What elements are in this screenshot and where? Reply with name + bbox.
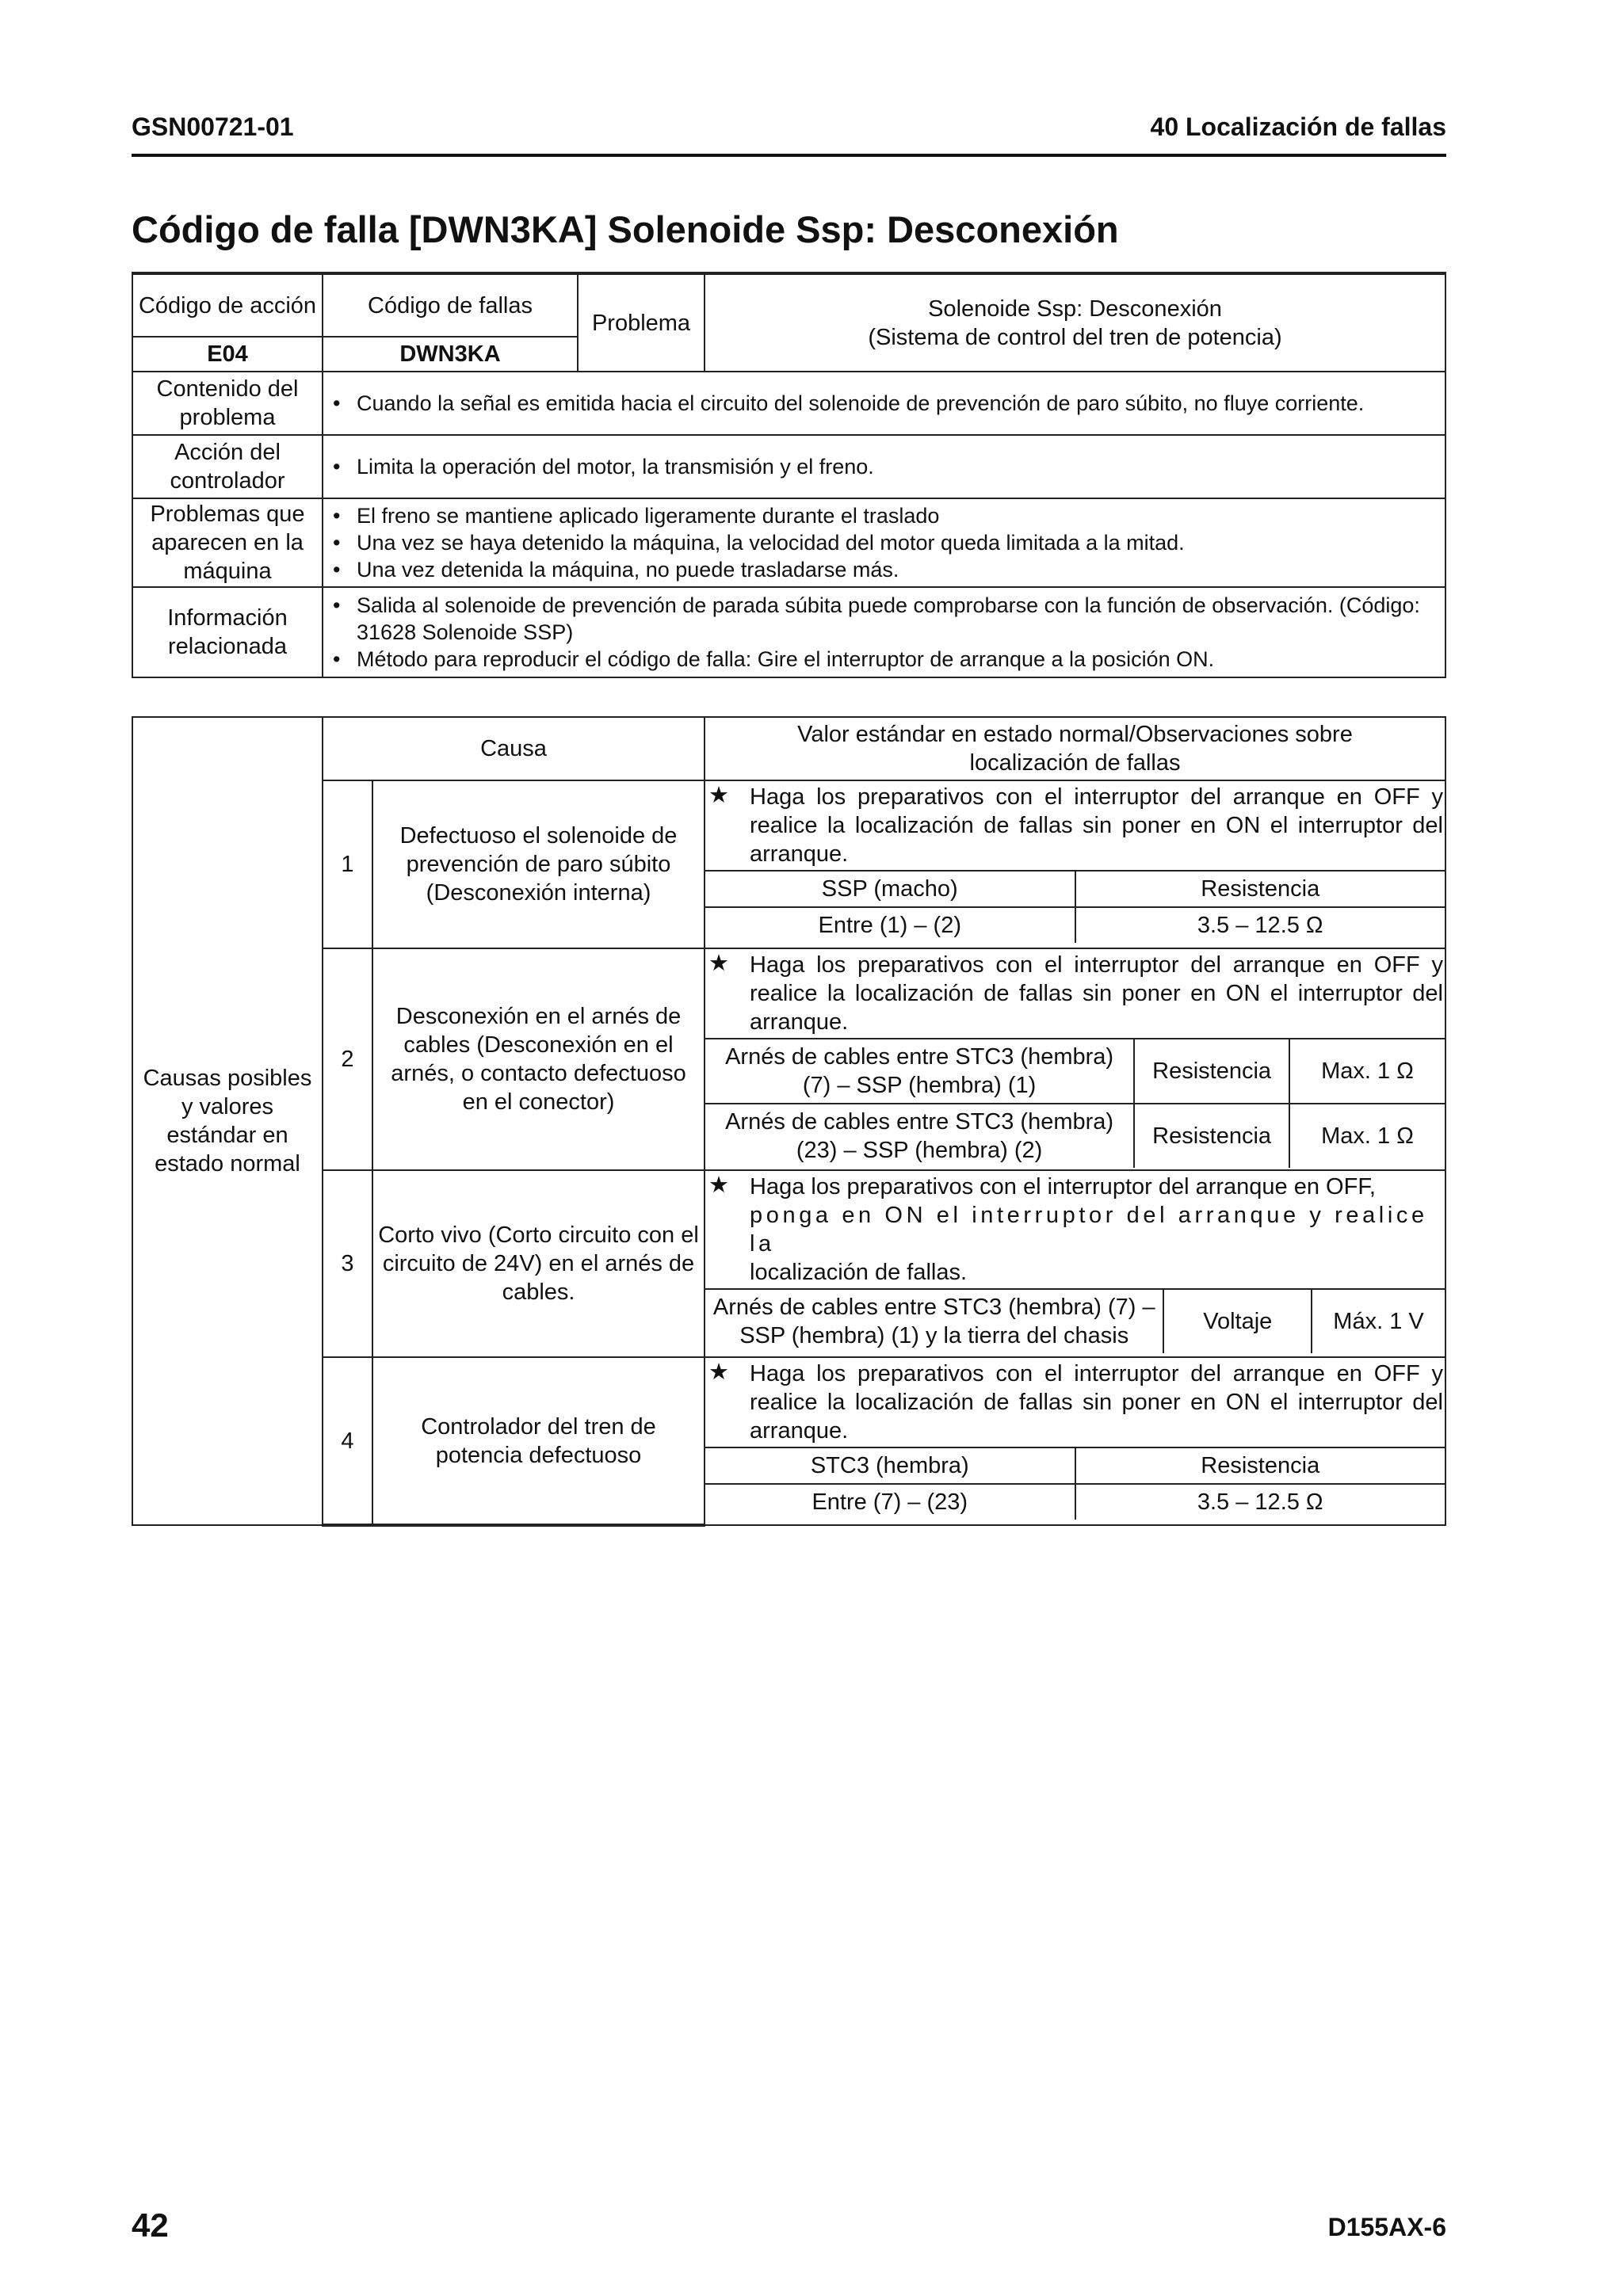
cause-number: 1 — [323, 780, 372, 948]
problem-text-2: (Sistema de control del tren de potencia) — [868, 324, 1282, 350]
bullet-item: • Una vez se haya detenido la máquina, la velocidad del motor queda limitada a la mitad. — [328, 529, 1440, 556]
header-rule — [132, 154, 1446, 157]
check-note-text: Haga los preparativos con el interruptor del arranque en OFF y realice la localización de fallas sin poner en ON el interruptor del arranque. — [750, 784, 1443, 867]
sub-cell: Max. 1 Ω — [1289, 1104, 1445, 1168]
sub-cell: 3.5 – 12.5 Ω — [1075, 907, 1445, 943]
cause-number: 2 — [323, 948, 372, 1170]
row-label: Información relacionada — [132, 587, 323, 677]
cause-header: Causa — [323, 717, 705, 780]
row-label: Acción del controlador — [132, 435, 323, 498]
fault-code-label: Código de fallas — [323, 273, 578, 337]
sub-header: Resistencia — [1075, 1447, 1445, 1484]
fault-code-value: DWN3KA — [323, 337, 578, 372]
problem-description — [705, 273, 1445, 372]
row-label: Contenido del problema — [132, 372, 323, 435]
bullet-item: • El freno se mantiene aplicado ligeramente durante el traslado — [328, 502, 1440, 529]
row-content — [323, 372, 1445, 435]
cause-check — [705, 948, 1445, 1170]
section-title: 40 Localización de fallas — [1150, 113, 1446, 141]
action-code-value: E04 — [132, 337, 323, 372]
row-content — [323, 587, 1445, 677]
sub-cell: Entre (1) – (2) — [705, 907, 1075, 943]
cause-number: 3 — [323, 1170, 372, 1357]
check-note-line: ponga en ON el interruptor del arranque y realice la — [750, 1203, 1428, 1257]
cause-check — [705, 1357, 1445, 1525]
sub-cell: 3.5 – 12.5 Ω — [1075, 1484, 1445, 1520]
star-icon: ★ — [708, 1360, 730, 1385]
fault-info-table — [132, 272, 1446, 678]
check-subtable — [705, 1038, 1445, 1168]
check-subtable — [705, 1447, 1445, 1520]
check-note — [705, 781, 1445, 870]
sub-header: SSP (macho) — [705, 871, 1075, 907]
check-note-text: Haga los preparativos con el interruptor del arranque en OFF y realice la localización de fallas sin poner en ON el interruptor del arranque. — [750, 952, 1443, 1035]
check-note-line: Haga los preparativos con el interruptor del arranque en OFF, — [750, 1174, 1376, 1199]
bullet-item: • Una vez detenida la máquina, no puede trasladarse más. — [328, 556, 1440, 583]
sub-cell: Arnés de cables entre STC3 (hembra) (23) – SSP (hembra) (2) — [705, 1104, 1134, 1168]
check-subtable — [705, 870, 1445, 943]
check-note-line: localización de fallas. — [750, 1260, 968, 1285]
sub-cell: Máx. 1 V — [1312, 1289, 1445, 1353]
check-note — [705, 949, 1445, 1038]
star-icon: ★ — [708, 783, 730, 808]
sub-header: Resistencia — [1075, 871, 1445, 907]
causes-side-label: Causas posibles y valores estándar en estado normal — [132, 717, 323, 1525]
value-header: Valor estándar en estado normal/Observaciones sobre localización de fallas — [705, 717, 1445, 780]
cause-description: Corto vivo (Corto circuito con el circuito de 24V) en el arnés de cables. — [372, 1170, 705, 1357]
row-content — [323, 435, 1445, 498]
sub-cell: Max. 1 Ω — [1289, 1039, 1445, 1104]
cause-check — [705, 1170, 1445, 1357]
star-icon: ★ — [708, 951, 730, 976]
page-title: Código de falla [DWN3KA] Solenoide Ssp: Desconexión — [132, 208, 1119, 250]
sub-cell: Resistencia — [1134, 1104, 1289, 1168]
check-subtable — [705, 1288, 1445, 1353]
row-content — [323, 498, 1445, 587]
bullet-item: • Salida al solenoide de prevención de parada súbita puede comprobarse con la función de observación. (Código: 31628 Solenoide SSP) — [328, 592, 1440, 646]
sub-cell: Entre (7) – (23) — [705, 1484, 1075, 1520]
problem-label: Problema — [578, 273, 705, 372]
sub-cell: Arnés de cables entre STC3 (hembra) (7) – SSP (hembra) (1) — [705, 1039, 1134, 1104]
check-note — [705, 1171, 1445, 1288]
sub-cell: Resistencia — [1134, 1039, 1289, 1104]
action-code-label: Código de acción — [132, 273, 323, 337]
cause-check — [705, 780, 1445, 948]
problem-text-1: Solenoide Ssp: Desconexión — [928, 296, 1222, 322]
star-icon: ★ — [708, 1173, 730, 1198]
bullet-item: • Cuando la señal es emitida hacia el circuito del solenoide de prevención de paro súbito, no fluye corriente. — [328, 390, 1440, 417]
check-note-text: Haga los preparativos con el interruptor del arranque en OFF y realice la localización de fallas sin poner en ON el interruptor del arranque. — [750, 1361, 1443, 1444]
cause-number: 4 — [323, 1357, 372, 1525]
page-number: 42 — [132, 2206, 169, 2244]
cause-description: Controlador del tren de potencia defectuoso — [372, 1357, 705, 1525]
row-label: Problemas que aparecen en la máquina — [132, 498, 323, 587]
model-code: D155AX-6 — [1327, 2213, 1446, 2241]
cause-description: Defectuoso el solenoide de prevención de paro súbito (Desconexión interna) — [372, 780, 705, 948]
causes-table — [132, 716, 1446, 1527]
cause-description: Desconexión en el arnés de cables (Desconexión en el arnés, o contacto defectuoso en el conector) — [372, 948, 705, 1170]
document-code: GSN00721-01 — [132, 113, 294, 141]
bullet-item: • Método para reproducir el código de falla: Gire el interruptor de arranque a la posición ON. — [328, 646, 1440, 673]
sub-cell: Voltaje — [1163, 1289, 1312, 1353]
sub-cell: Arnés de cables entre STC3 (hembra) (7) – SSP (hembra) (1) y la tierra del chasis — [705, 1289, 1163, 1353]
sub-header: STC3 (hembra) — [705, 1447, 1075, 1484]
check-note — [705, 1358, 1445, 1447]
bullet-item: • Limita la operación del motor, la transmisión y el freno. — [328, 453, 1440, 480]
